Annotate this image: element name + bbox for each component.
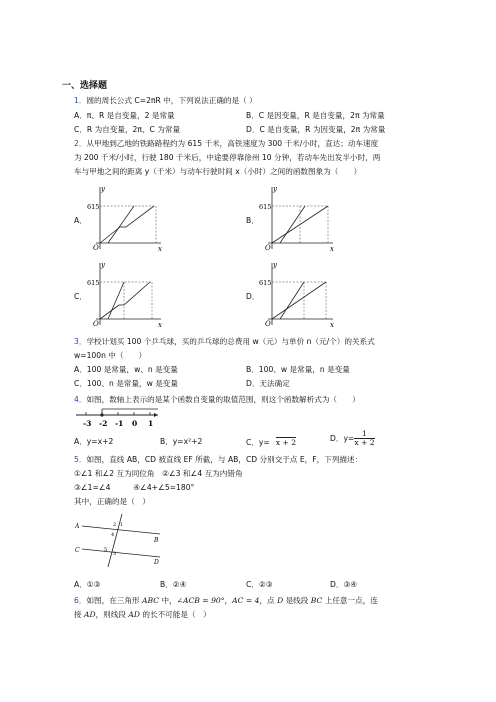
svg-text:615: 615 (87, 279, 100, 287)
text: 如图，在三角形 (86, 596, 143, 605)
svg-text:615: 615 (259, 279, 272, 287)
denominator: x + 2 (354, 438, 375, 447)
tick-label: -3 (83, 419, 92, 428)
svg-text:y: y (101, 261, 105, 269)
q5-option-b[interactable]: B．②④ (160, 580, 187, 589)
question-text: 如图，直线 AB，CD 被直线 EF 所截，与 AB，CD 分别交于点 E，F，下列描述： (86, 455, 363, 464)
svg-text:y: y (101, 185, 105, 193)
question-number: 6． (74, 596, 87, 605)
q2-option-c[interactable]: C． (74, 292, 87, 301)
q2-option-a[interactable]: A． (74, 216, 87, 225)
q3-option-a[interactable]: A．100 是常量，w、n 是变量 (74, 365, 178, 374)
math: AC = 4 (232, 596, 260, 605)
text: 接 (74, 610, 85, 619)
math: AD (84, 610, 96, 619)
q2-graph-d (258, 259, 338, 329)
svg-text:x: x (158, 321, 162, 329)
svg-text:615: 615 (259, 203, 272, 211)
q3-option-c[interactable]: C．100、n 是常量，w 是变量 (74, 379, 178, 388)
svg-text:x: x (158, 245, 162, 253)
math: AD (128, 610, 140, 619)
svg-text:1: 1 (120, 522, 124, 528)
svg-text:O: O (93, 320, 99, 328)
svg-text:B: B (154, 537, 159, 544)
svg-text:x: x (330, 321, 334, 329)
svg-text:O: O (265, 244, 271, 252)
svg-text:3: 3 (113, 551, 117, 557)
q1-option-c[interactable]: C．R 为自变量，2π、C 为常量 (74, 125, 181, 134)
text: 是线段 (283, 596, 311, 605)
question-text: 如图，数轴上表示的是某个函数自变量的取值范围，则这个函数解析式为（ ） (86, 395, 360, 404)
question-text: 学校计划买 100 个乒乓球，买的乒乓球的总费用 w（元）与单价 n（元/个）的关系式 (86, 337, 375, 346)
tick-label: 0 (132, 419, 138, 428)
q1-option-a[interactable]: A．π、R 是自变量，2 是常量 (74, 111, 175, 120)
svg-text:A: A (75, 523, 80, 530)
question-3-line-1 (74, 337, 375, 346)
q4-option-c[interactable] (246, 437, 296, 447)
q2-graph-b (258, 183, 338, 253)
math: ∠ACB = 90° (176, 596, 225, 605)
question-number: 2． (74, 139, 87, 148)
option-label: D．y= (330, 433, 355, 443)
q3-option-b[interactable]: B．100、w 是常量，n 是变量 (246, 365, 350, 374)
question-text: 从甲地到乙地的铁路路程约为 615 千米，高铁速度为 300 千米/小时，直达；动车速度 (86, 139, 379, 148)
question-2-line-1 (74, 139, 378, 148)
q5-option-d[interactable]: D．③④ (330, 580, 358, 589)
q2-option-b[interactable]: B． (246, 216, 259, 225)
question-number: 5． (74, 455, 87, 464)
question-6-line-2 (74, 610, 211, 619)
svg-text:5: 5 (104, 547, 108, 553)
math: BC (310, 596, 323, 605)
math: ABC (142, 596, 160, 605)
question-5-line-3: ③∠1=∠4 ④∠4+∠5=180° (74, 483, 195, 492)
question-6-line-1 (74, 596, 378, 605)
tick-label: -2 (99, 419, 108, 428)
question-5-line-4: 其中，正确的是（ ） (74, 497, 150, 506)
question-text: 圆的周长公式 C=2πR 中，下列说法正确的是（ ） (86, 96, 257, 105)
svg-text:O: O (93, 244, 99, 252)
q1-option-d[interactable]: D．C 是自变量，R 为因变量，2π 为常量 (246, 125, 386, 134)
tick-label: 1 (148, 419, 154, 428)
q4-option-b[interactable]: B．y=x²+2 (160, 437, 203, 446)
question-3-line-2: w=100n 中（ ） (74, 351, 147, 360)
text: 上任意一点，连 (322, 596, 378, 605)
q2-graph-a (86, 183, 166, 253)
question-1-stem (74, 96, 257, 105)
question-5-line-2: ①∠1 和∠2 互为同位角 ②∠3 和∠4 互为内错角 (74, 469, 243, 478)
q4-option-a[interactable]: A．y=x+2 (74, 437, 114, 446)
text: ，点 (259, 596, 278, 605)
svg-text:2: 2 (113, 522, 117, 528)
text: ， (224, 596, 233, 605)
q4-option-d[interactable] (330, 430, 375, 447)
fraction (354, 430, 374, 447)
q2-option-d[interactable]: D． (246, 292, 260, 301)
svg-text:615: 615 (87, 203, 100, 211)
svg-text:O: O (265, 320, 271, 328)
option-label: C．y= (246, 438, 270, 447)
svg-text:y: y (273, 261, 277, 269)
tick-label: -1 (115, 419, 124, 428)
q5-figure (74, 512, 164, 568)
svg-text:D: D (154, 559, 159, 566)
question-number: 4． (74, 395, 87, 404)
section-title: 一、选择题 (62, 81, 108, 91)
text: 中， (159, 596, 177, 605)
q3-option-d[interactable]: D．无法确定 (246, 379, 290, 388)
q1-option-b[interactable]: B．C 是因变量，R 是自变量，2π 为常量 (246, 111, 385, 120)
math: D (277, 596, 284, 605)
question-number: 1． (74, 96, 87, 105)
sqrt-radicand: x + 2 (275, 438, 297, 447)
question-2-line-2: 为 200 千米/小时，行驶 180 千米后，中途要停靠徐州 10 分钟，若动车先出发半小时，两 (74, 153, 381, 162)
q5-option-a[interactable]: A．①③ (74, 580, 101, 589)
text: 的长不可能是（ ） (139, 610, 211, 619)
svg-text:y: y (273, 185, 277, 193)
text: ，则线段 (95, 610, 129, 619)
question-5-line-1 (74, 455, 362, 464)
q2-graph-c (86, 259, 166, 329)
question-4-stem (74, 395, 360, 404)
svg-text:4: 4 (111, 532, 115, 538)
numerator: 1 (354, 430, 374, 439)
q4-number-line (74, 407, 160, 431)
q5-option-c[interactable]: C．②③ (246, 580, 273, 589)
question-2-line-3: 车与甲地之间的距离 y（千米）与动车行驶时间 x（小时）之间的函数图象为（ ） (74, 167, 362, 176)
svg-text:C: C (75, 547, 80, 554)
svg-text:x: x (330, 245, 334, 253)
question-number: 3． (74, 337, 87, 346)
